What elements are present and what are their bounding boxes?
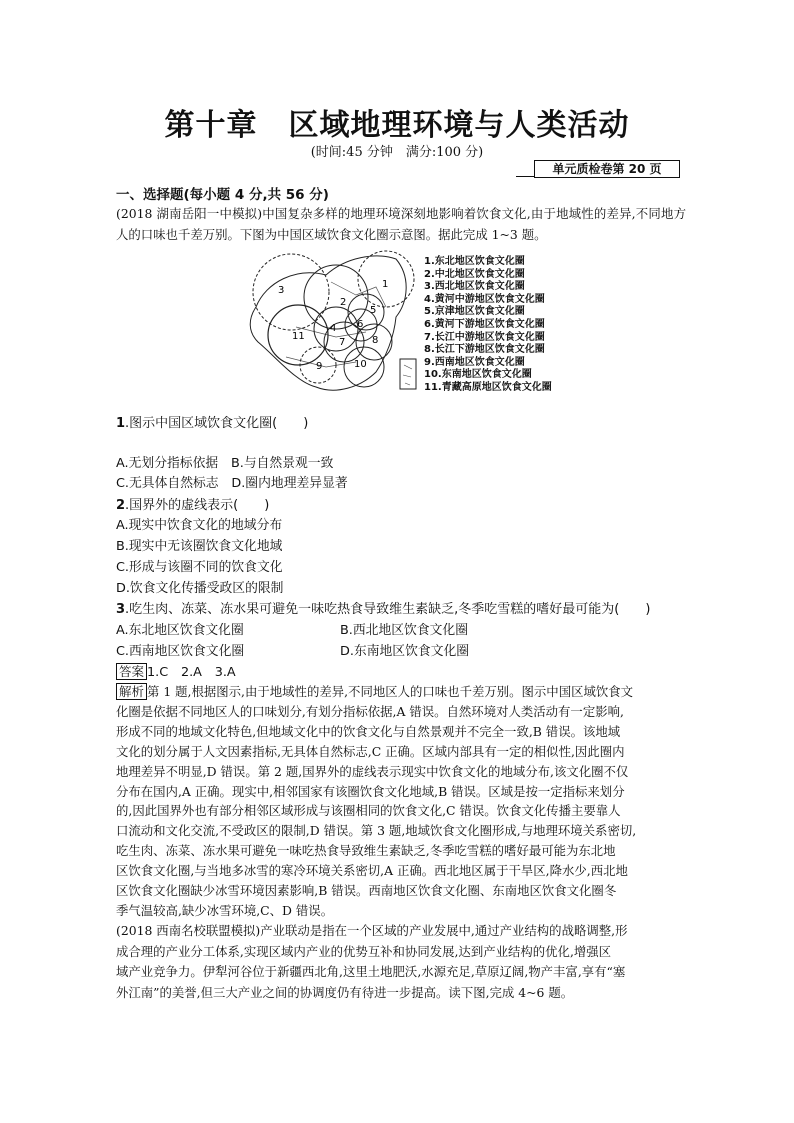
page-title: 第十章 区域地理环境与人类活动 — [164, 108, 630, 143]
legend-item: 8.长江下游地区饮食文化圈 — [424, 344, 545, 356]
legend-item: 2.中北地区饮食文化圈 — [424, 268, 525, 280]
question-3 — [116, 598, 696, 617]
answer-tag: 答案 — [116, 663, 147, 680]
map-number-6: 6 — [357, 319, 364, 330]
question-stem: .吃生肉、冻菜、冻水果可避免一味吃热食导致维生素缺乏,冬季吃雪糕的嗜好最可能为( ) — [125, 602, 651, 617]
question-intro-4-6 — [116, 921, 686, 1003]
map-number-10: 10 — [354, 359, 367, 370]
analysis-line: 口流动和文化交流,不受政区的限制,D 错误。第 3 题,地域饮食文化圈形成,与地理环境关系密切, — [116, 823, 637, 839]
map-number-2: 2 — [340, 297, 347, 308]
answer-text: 1.C 2.A 3.A — [147, 665, 236, 680]
intro-line: 域产业竞争力。伊犁河谷位于新疆西北角,这里土地肥沃,水源充足,草原辽阔,物产丰富,享有“塞 — [116, 964, 626, 979]
question-number: 3 — [116, 602, 126, 617]
analysis-line: 的,因此国界外也有部分相邻区域形成与该圈相同的饮食文化,C 错误。饮食文化传播主要靠人 — [116, 803, 621, 819]
q2-option-c: C.形成与该圈不同的饮食文化 — [116, 560, 283, 575]
q3-option-b: B.西北地区饮食文化圈 — [340, 623, 469, 638]
q2-option-b: B.现实中无该圈饮食文化地域 — [116, 539, 283, 554]
analysis-line: 吃生肉、冻菜、冻水果可避免一味吃热食导致维生素缺乏,冬季吃雪糕的嗜好最可能为东北地 — [116, 843, 616, 859]
map-number-4: 4 — [330, 323, 337, 334]
food-culture-map — [236, 247, 422, 399]
map-number-7: 7 — [339, 337, 346, 348]
q3-option-c: C.西南地区饮食文化圈 — [116, 644, 245, 659]
question-intro: (2018 湖南岳阳一中模拟)中国复杂多样的地理环境深刻地影响着饮食文化,由于地域性的差异,不同地方人的口味也千差万别。下图为中国区域饮食文化圈示意图。据此完成 1~3 题。 — [116, 206, 686, 242]
legend-item: 9.西南地区饮食文化圈 — [424, 356, 525, 368]
q1-options-ab: A.无划分指标依据 B.与自然景观一致 — [116, 456, 334, 471]
legend-item: 1.东北地区饮食文化圈 — [424, 256, 525, 267]
map-number-9: 9 — [316, 361, 323, 372]
q1-options-cd: C.无具体自然标志 D.圈内地理差异显著 — [116, 476, 348, 491]
section-heading: 一、选择题(每小题 4 分,共 56 分) — [116, 187, 329, 203]
intro-line: 成合理的产业分工体系,实现区域内产业的优势互补和协同发展,达到产业结构的优化,增强区 — [116, 943, 612, 959]
question-stem: .图示中国区域饮食文化圈( ) — [125, 416, 309, 431]
answer-row — [116, 661, 236, 680]
analysis-line: 化圈是依据不同地区人的口味划分,有划分指标依据,A 错误。自然环境对人类活动有一定影响, — [116, 703, 624, 719]
analysis-line: 地理差异不明显,D 错误。第 2 题,国界外的虚线表示现实中饮食文化的地域分布,该文化圈不仅 — [116, 763, 629, 779]
legend-item: 5.京津地区饮食文化圈 — [424, 306, 525, 318]
intro-line: (2018 西南名校联盟模拟)产业联动是指在一个区域的产业发展中,通过产业结构的战略调整,形 — [116, 923, 628, 938]
question-number: 1 — [116, 416, 126, 431]
map-number-3: 3 — [278, 285, 285, 296]
legend-item: 10.东南地区饮食文化圈 — [424, 369, 532, 381]
analysis-line: 季气温较高,缺少冰雪环境,C、D 错误。 — [116, 902, 334, 918]
question-1 — [116, 412, 308, 431]
legend-item: 4.黄河中游地区饮食文化圈 — [424, 293, 545, 305]
question-stem: .国界外的虚线表示( ) — [125, 498, 270, 513]
china-outline — [250, 256, 406, 390]
q3-option-d: D.东南地区饮食文化圈 — [340, 644, 470, 659]
intro-line: 外江南”的美誉,但三大产业之间的协调度仍有待进一步提高。读下图,完成 4~6 题。 — [116, 984, 574, 1000]
map-number-11: 11 — [292, 331, 305, 342]
analysis-line: 形成不同的地域文化特色,但地域文化中的饮食文化与自然景观并不完全一致,B 错误。该地域 — [116, 723, 621, 739]
analysis-tag: 解析 — [116, 683, 147, 700]
legend-item: 11.青藏高原地区饮食文化圈 — [424, 381, 552, 393]
analysis-line: 文化的划分属于人文因素指标,无具体自然标志,C 正确。区域内部具有一定的相似性,因此圈内 — [116, 743, 625, 759]
analysis-line: 解析 第 1 题,根据图示,由于地域性的差异,不同地区人的口味也千差万别。图示中国区域饮食文 — [116, 682, 686, 702]
analysis-line: 区饮食文化圈,与当地多冰雪的寒冷环境关系密切,A 正确。西北地区属于干旱区,降水少,西北地 — [116, 863, 628, 879]
question-number: 2 — [116, 498, 126, 513]
map-number-1: 1 — [382, 279, 389, 290]
map-legend — [424, 256, 552, 395]
legend-item: 3.西北地区饮食文化圈 — [424, 281, 525, 293]
map-number-8: 8 — [372, 335, 379, 346]
analysis-line: 区饮食文化圈缺少冰雪环境因素影响,B 错误。西南地区饮食文化圈、东南地区饮食文化圈冬 — [116, 883, 617, 899]
legend-item: 6.黄河下游地区饮食文化圈 — [424, 318, 545, 330]
exam-time-score: (时间:45 分钟 满分:100 分) — [310, 145, 484, 160]
q2-option-a: A.现实中饮食文化的地域分布 — [116, 518, 283, 533]
question-2 — [116, 494, 269, 513]
legend-item: 7.长江中游地区饮食文化圈 — [424, 331, 545, 343]
circle-3 — [253, 254, 329, 330]
q2-option-d: D.饮食文化传播受政区的限制 — [116, 581, 284, 596]
analysis-line: 分布在国内,A 正确。现实中,相邻国家有该圈饮食文化地域,B 错误。区域是按一定指标来划分 — [116, 783, 625, 799]
unit-check-badge: 单元质检卷第 20 页 — [534, 160, 680, 178]
map-number-5: 5 — [370, 305, 377, 316]
q3-option-a: A.东北地区饮食文化圈 — [116, 623, 244, 638]
analysis-block — [116, 682, 686, 921]
